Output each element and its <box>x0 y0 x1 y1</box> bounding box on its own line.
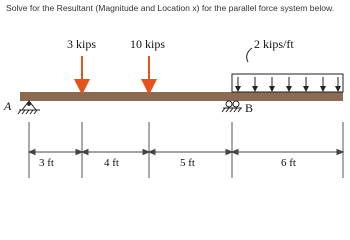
distributed-load-label: 2 kips/ft <box>254 37 294 51</box>
support-a-label: A <box>4 99 12 113</box>
beam <box>20 92 343 101</box>
point-load-2-label: 10 kips <box>130 37 166 51</box>
dimension-label-1: 3 ft <box>39 157 54 169</box>
point-load-1-label: 3 kips <box>67 37 97 51</box>
distributed-load-pointer <box>247 48 252 62</box>
dimension-label-2: 4 ft <box>104 157 119 169</box>
dimension-label-4: 6 ft <box>281 157 296 169</box>
problem-statement: Solve for the Resultant (Magnitude and Location x) for the parallel force system below. <box>6 3 335 13</box>
pin-support-a <box>18 101 40 114</box>
dimension-line <box>29 150 343 155</box>
roller-support-b <box>222 101 242 112</box>
support-b-label: B <box>245 101 254 115</box>
dimension-label-3: 5 ft <box>180 157 195 169</box>
distributed-load-block <box>232 74 343 92</box>
